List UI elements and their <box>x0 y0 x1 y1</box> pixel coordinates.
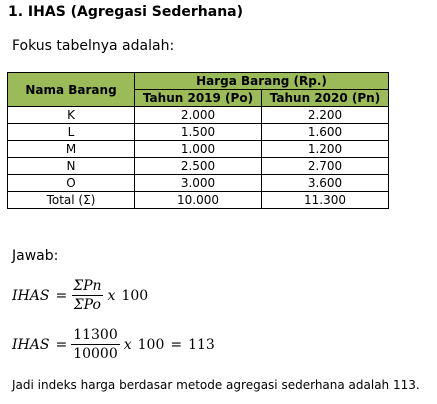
table-header-row <box>8 73 389 90</box>
cell-po: 3.000 <box>135 175 262 192</box>
formula-calculation <box>12 327 215 362</box>
formula-fraction <box>71 278 103 313</box>
formula-equals-2: = <box>170 336 183 353</box>
conclusion-text: Jadi indeks harga berdasar metode agregasi sederhana adalah 113. <box>12 378 420 392</box>
table-row <box>8 175 389 192</box>
formula-equals: = <box>55 336 68 353</box>
cell-item: L <box>8 124 135 141</box>
formula-factor: 100 <box>121 287 149 304</box>
cell-pn: 2.700 <box>262 158 389 175</box>
table-total-row <box>8 192 389 209</box>
table-row <box>8 107 389 124</box>
cell-po: 2.000 <box>135 107 262 124</box>
fraction-denominator: ΣPo <box>73 297 101 313</box>
cell-item: M <box>8 141 135 158</box>
cell-po: 1.000 <box>135 141 262 158</box>
cell-item: N <box>8 158 135 175</box>
cell-item: K <box>8 107 135 124</box>
cell-total-pn: 11.300 <box>262 192 389 209</box>
header-year-2020: Tahun 2020 (Pn) <box>262 90 389 107</box>
cell-item: O <box>8 175 135 192</box>
table-row <box>8 141 389 158</box>
table-row <box>8 158 389 175</box>
formula-times: x <box>107 287 116 304</box>
price-table <box>7 72 389 209</box>
cell-pn: 1.200 <box>262 141 389 158</box>
formula-times: x <box>123 336 132 353</box>
fraction-numerator: ΣPn <box>73 278 102 294</box>
header-item-name: Nama Barang <box>8 73 135 107</box>
header-year-2019: Tahun 2019 (Po) <box>135 90 262 107</box>
formula-lhs: IHAS <box>12 336 50 353</box>
cell-po: 1.500 <box>135 124 262 141</box>
formula-definition <box>12 278 148 313</box>
answer-label: Jawab: <box>12 248 59 264</box>
intro-text: Fokus tabelnya adalah: <box>12 38 175 54</box>
cell-pn: 3.600 <box>262 175 389 192</box>
formula-lhs: IHAS <box>12 287 50 304</box>
cell-total-po: 10.000 <box>135 192 262 209</box>
fraction-numerator: 11300 <box>73 327 118 343</box>
cell-pn: 2.200 <box>262 107 389 124</box>
section-title: 1. IHAS (Agregasi Sederhana) <box>8 4 244 20</box>
fraction-denominator: 10000 <box>73 346 118 362</box>
header-price: Harga Barang (Rp.) <box>135 73 389 90</box>
formula-result: 113 <box>188 336 215 353</box>
formula-fraction <box>71 327 120 362</box>
table-row <box>8 124 389 141</box>
formula-factor: 100 <box>137 336 165 353</box>
cell-po: 2.500 <box>135 158 262 175</box>
cell-total-label: Total (Σ) <box>8 192 135 209</box>
formula-equals: = <box>55 287 68 304</box>
cell-pn: 1.600 <box>262 124 389 141</box>
